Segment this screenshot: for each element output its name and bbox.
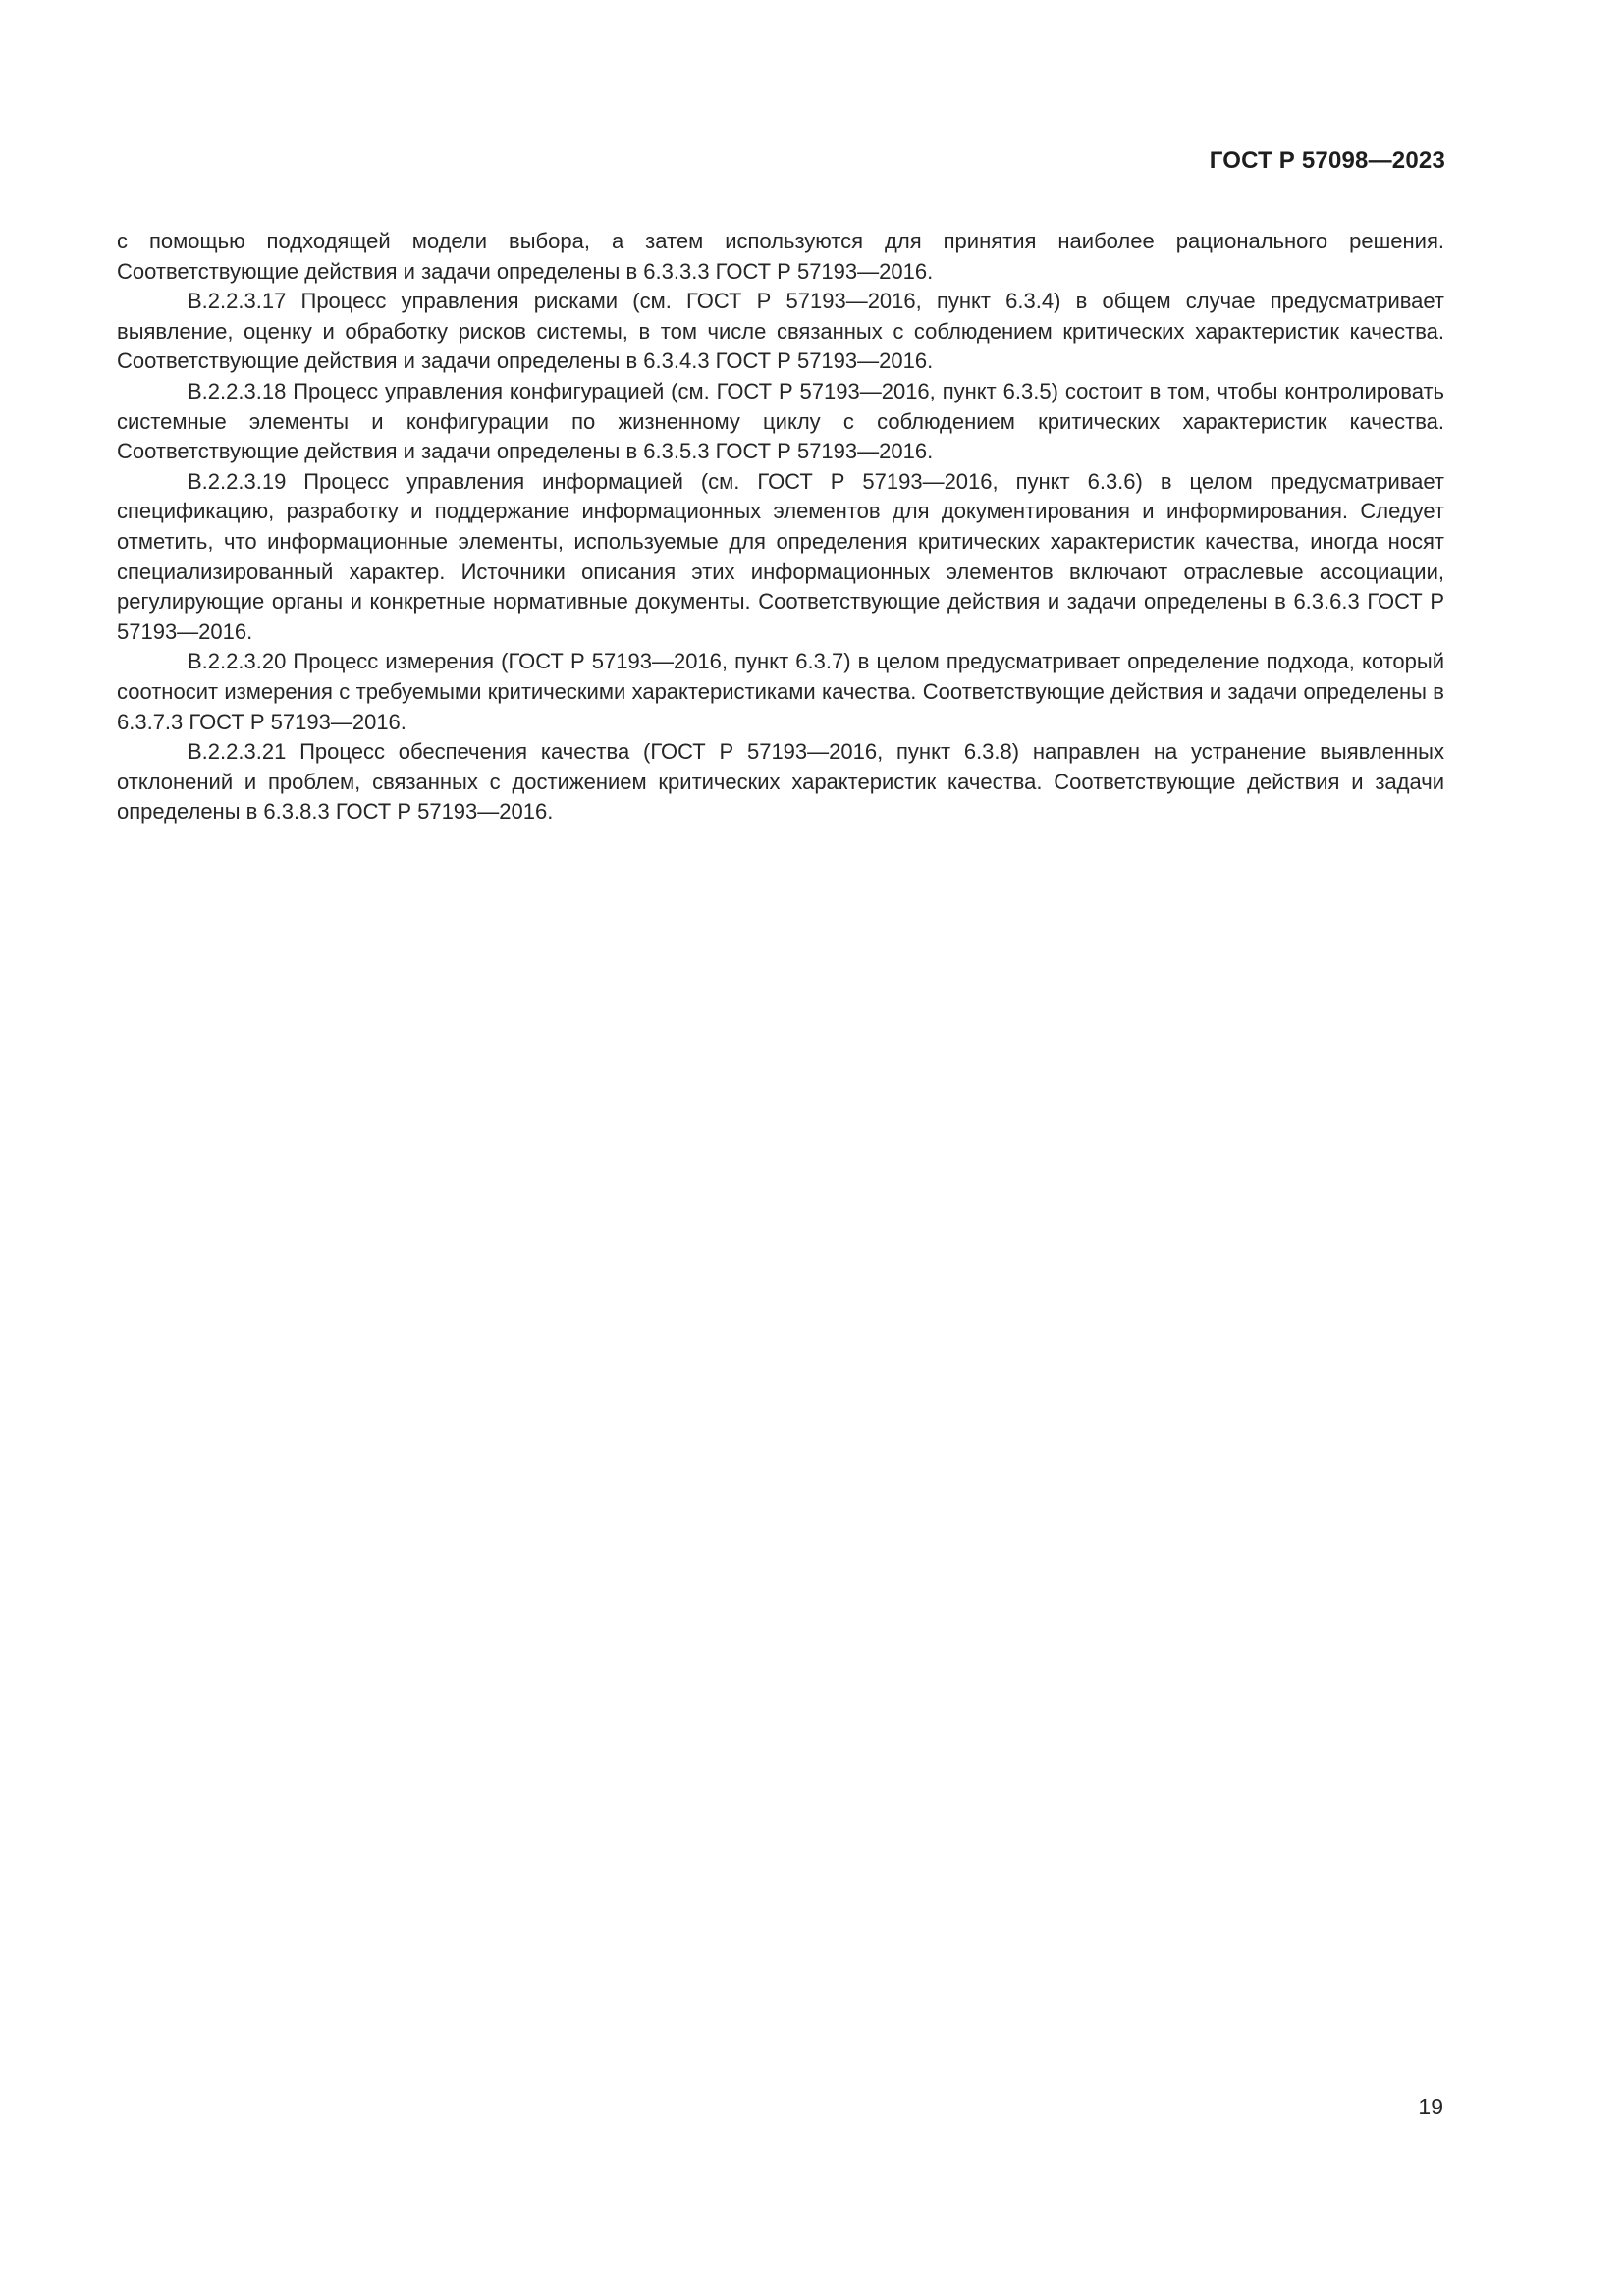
paragraph-continuation: с помощью подходящей модели выбора, а затем используются для принятия наиболее рационального решения. Соответствующие действия и задачи определены в 6.3.3.3 ГОСТ Р 57193—2016. xyxy=(117,229,1444,284)
document-body xyxy=(117,227,1444,828)
paragraph-b-2-2-3-21: В.2.2.3.21 Процесс обеспечения качества (ГОСТ Р 57193—2016, пункт 6.3.8) направлен на устранение выявленных отклонений и проблем, связанных с достижением критических характеристик качества. Соответствующие действия и задачи определены в 6.3.8.3 ГОСТ Р 57193—2016. xyxy=(117,739,1444,825)
paragraph-b-2-2-3-19: В.2.2.3.19 Процесс управления информацией (см. ГОСТ Р 57193—2016, пункт 6.3.6) в целом предусматривает спецификацию, разработку и поддержание информационных элементов для документирования и информирования. Следует отметить, что информационные элементы, используемые для определения критических характеристик качества, иногда носят специализированный характер. Источники описания этих информационных элементов включают отраслевые ассоциации, регулирующие органы и конкретные нормативные документы. Соответствующие действия и задачи определены в 6.3.6.3 ГОСТ Р 57193—2016. xyxy=(117,468,1444,644)
page-number: 19 xyxy=(1418,2094,1443,2119)
paragraph-b-2-2-3-18: В.2.2.3.18 Процесс управления конфигурацией (см. ГОСТ Р 57193—2016, пункт 6.3.5) состоит в том, чтобы контролировать системные элементы и конфигурации по жизненному циклу с соблюдением критических характеристик качества. Соответствующие действия и задачи определены в 6.3.5.3 ГОСТ Р 57193—2016. xyxy=(117,378,1444,464)
document-code-header: ГОСТ Р 57098—2023 xyxy=(1209,147,1445,174)
paragraph-b-2-2-3-20: В.2.2.3.20 Процесс измерения (ГОСТ Р 57193—2016, пункт 6.3.7) в целом предусматривает определение подхода, который соотносит измерения с требуемыми критическими характеристиками качества. Соответствующие действия и задачи определены в 6.3.7.3 ГОСТ Р 57193—2016. xyxy=(117,649,1444,734)
paragraph-b-2-2-3-17: В.2.2.3.17 Процесс управления рисками (см. ГОСТ Р 57193—2016, пункт 6.3.4) в общем случае предусматривает выявление, оценку и обработку рисков системы, в том числе связанных с соблюдением критических характеристик качества. Соответствующие действия и задачи определены в 6.3.4.3 ГОСТ Р 57193—2016. xyxy=(117,289,1444,374)
